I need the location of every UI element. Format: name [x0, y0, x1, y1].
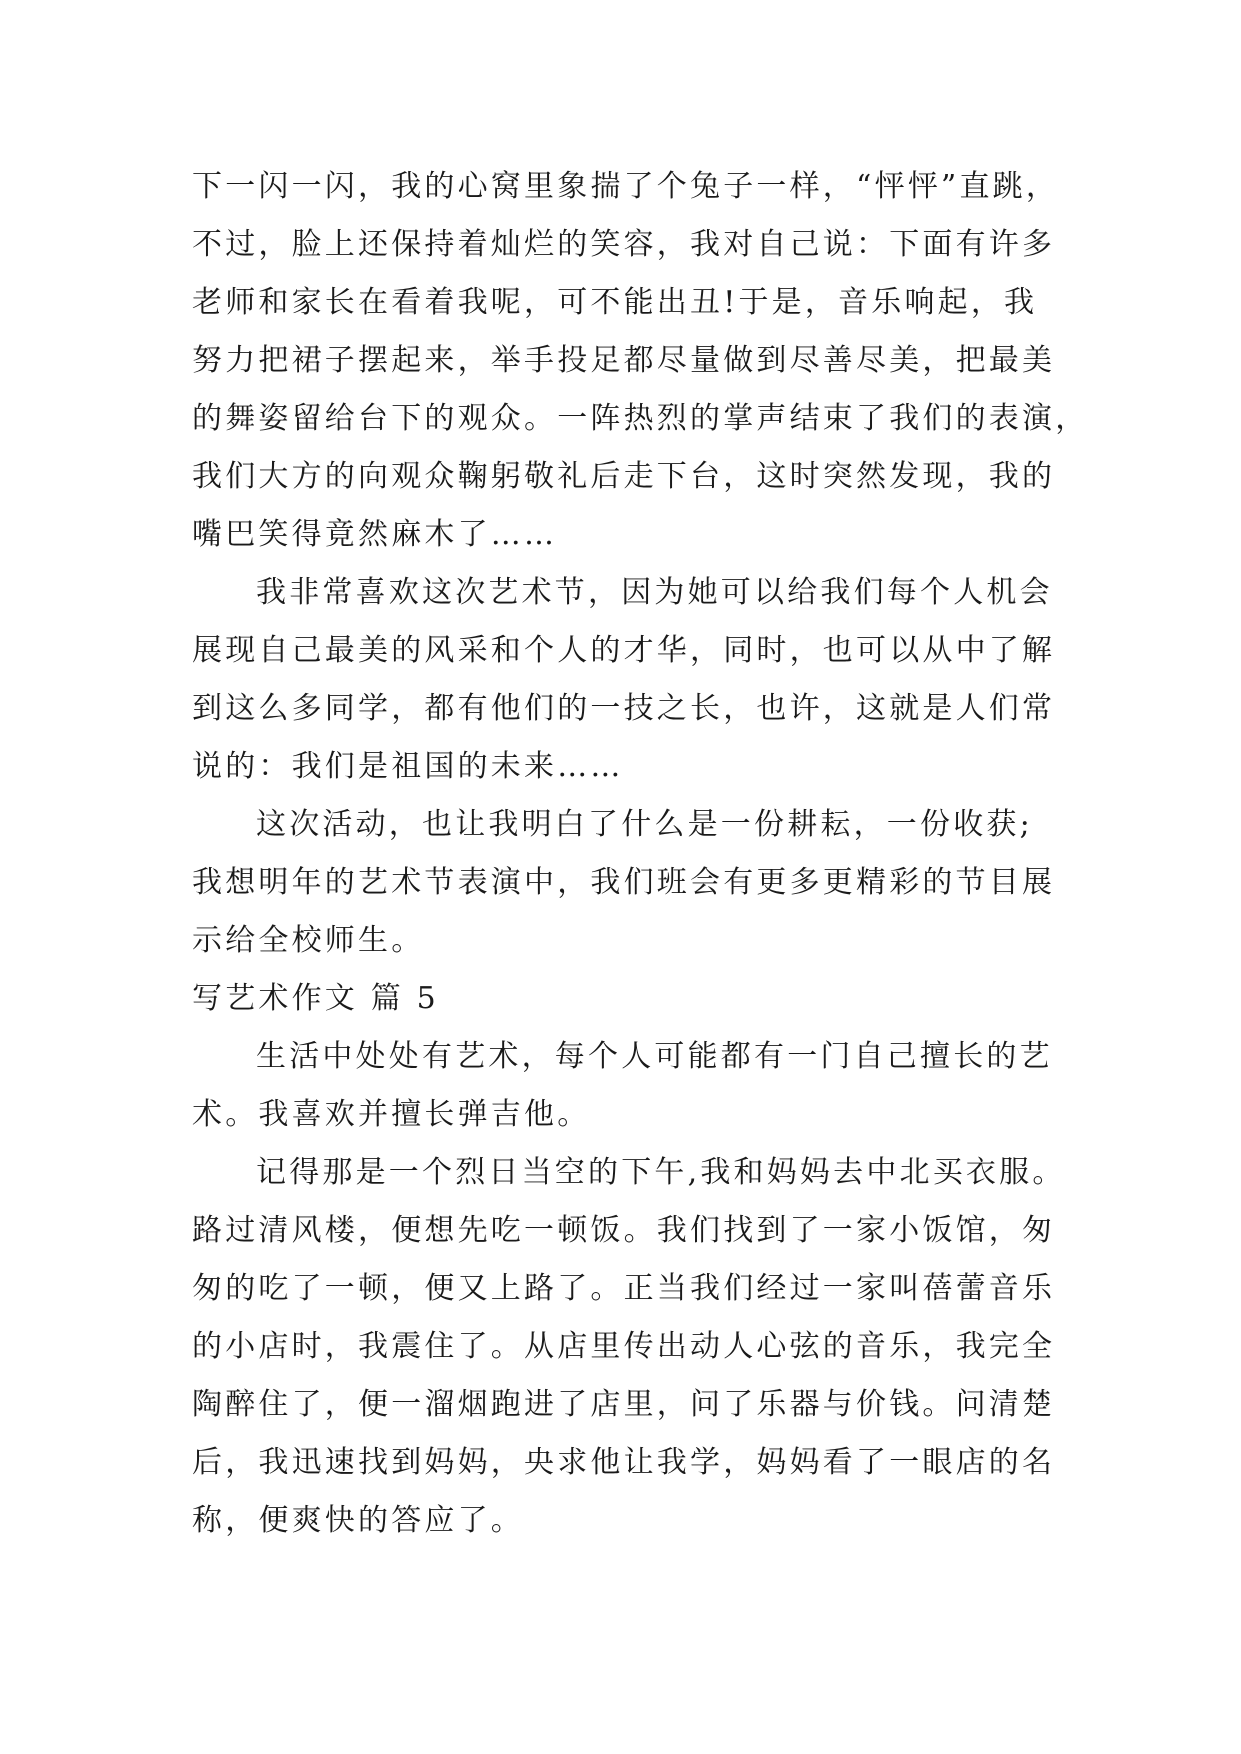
- text-line: 陶醉住了，便一溜烟跑进了店里，问了乐器与价钱。问清楚: [192, 1387, 1056, 1422]
- section-heading: 写艺术作文 篇 5: [192, 981, 439, 1016]
- text-line: 说的：我们是祖国的未来……: [192, 749, 624, 784]
- text-line: 我非常喜欢这次艺术节，因为她可以给我们每个人机会: [256, 575, 1053, 610]
- text-line: 这次活动，也让我明白了什么是一份耕耘，一份收获;: [256, 807, 1033, 842]
- text-line: 示给全校师生。: [192, 923, 425, 958]
- text-line: 努力把裙子摆起来，举手投足都尽量做到尽善尽美，把最美: [192, 343, 1056, 378]
- text-line: 路过清风楼，便想先吃一顿饭。我们找到了一家小饭馆，匆: [192, 1213, 1056, 1248]
- document-page: [192, 158, 1089, 1550]
- text-line: 我想明年的艺术节表演中，我们班会有更多更精彩的节目展: [192, 865, 1056, 900]
- text-line: 下一闪一闪，我的心窝里象揣了个兔子一样，“怦怦”直跳，: [192, 169, 1060, 204]
- text-line: 生活中处处有艺术，每个人可能都有一门自己擅长的艺: [256, 1039, 1053, 1074]
- text-line: 不过，脸上还保持着灿烂的笑容，我对自己说：下面有许多: [192, 227, 1056, 262]
- text-line: 匆的吃了一顿，便又上路了。正当我们经过一家叫蓓蕾音乐: [192, 1271, 1056, 1306]
- text-line: 老师和家长在看着我呢，可不能出丑!于是，音乐响起，我: [192, 285, 1038, 320]
- text-line: 到这么多同学，都有他们的一技之长，也许，这就是人们常: [192, 691, 1056, 726]
- text-line: 嘴巴笑得竟然麻木了……: [192, 517, 558, 552]
- text-line: 称，便爽快的答应了。: [192, 1503, 524, 1538]
- text-line: 记得那是一个烈日当空的下午,我和妈妈去中北买衣服。: [256, 1155, 1066, 1190]
- text-line: 展现自己最美的风采和个人的才华，同时，也可以从中了解: [192, 633, 1056, 668]
- text-line: 我们大方的向观众鞠躬敬礼后走下台，这时突然发现，我的: [192, 459, 1056, 494]
- text-line: 后，我迅速找到妈妈，央求他让我学，妈妈看了一眼店的名: [192, 1445, 1056, 1480]
- text-line: 术。我喜欢并擅长弹吉他。: [192, 1097, 591, 1132]
- text-line: 的小店时，我震住了。从店里传出动人心弦的音乐，我完全: [192, 1329, 1056, 1364]
- text-line: 的舞姿留给台下的观众。一阵热烈的掌声结束了我们的表演，: [192, 401, 1089, 436]
